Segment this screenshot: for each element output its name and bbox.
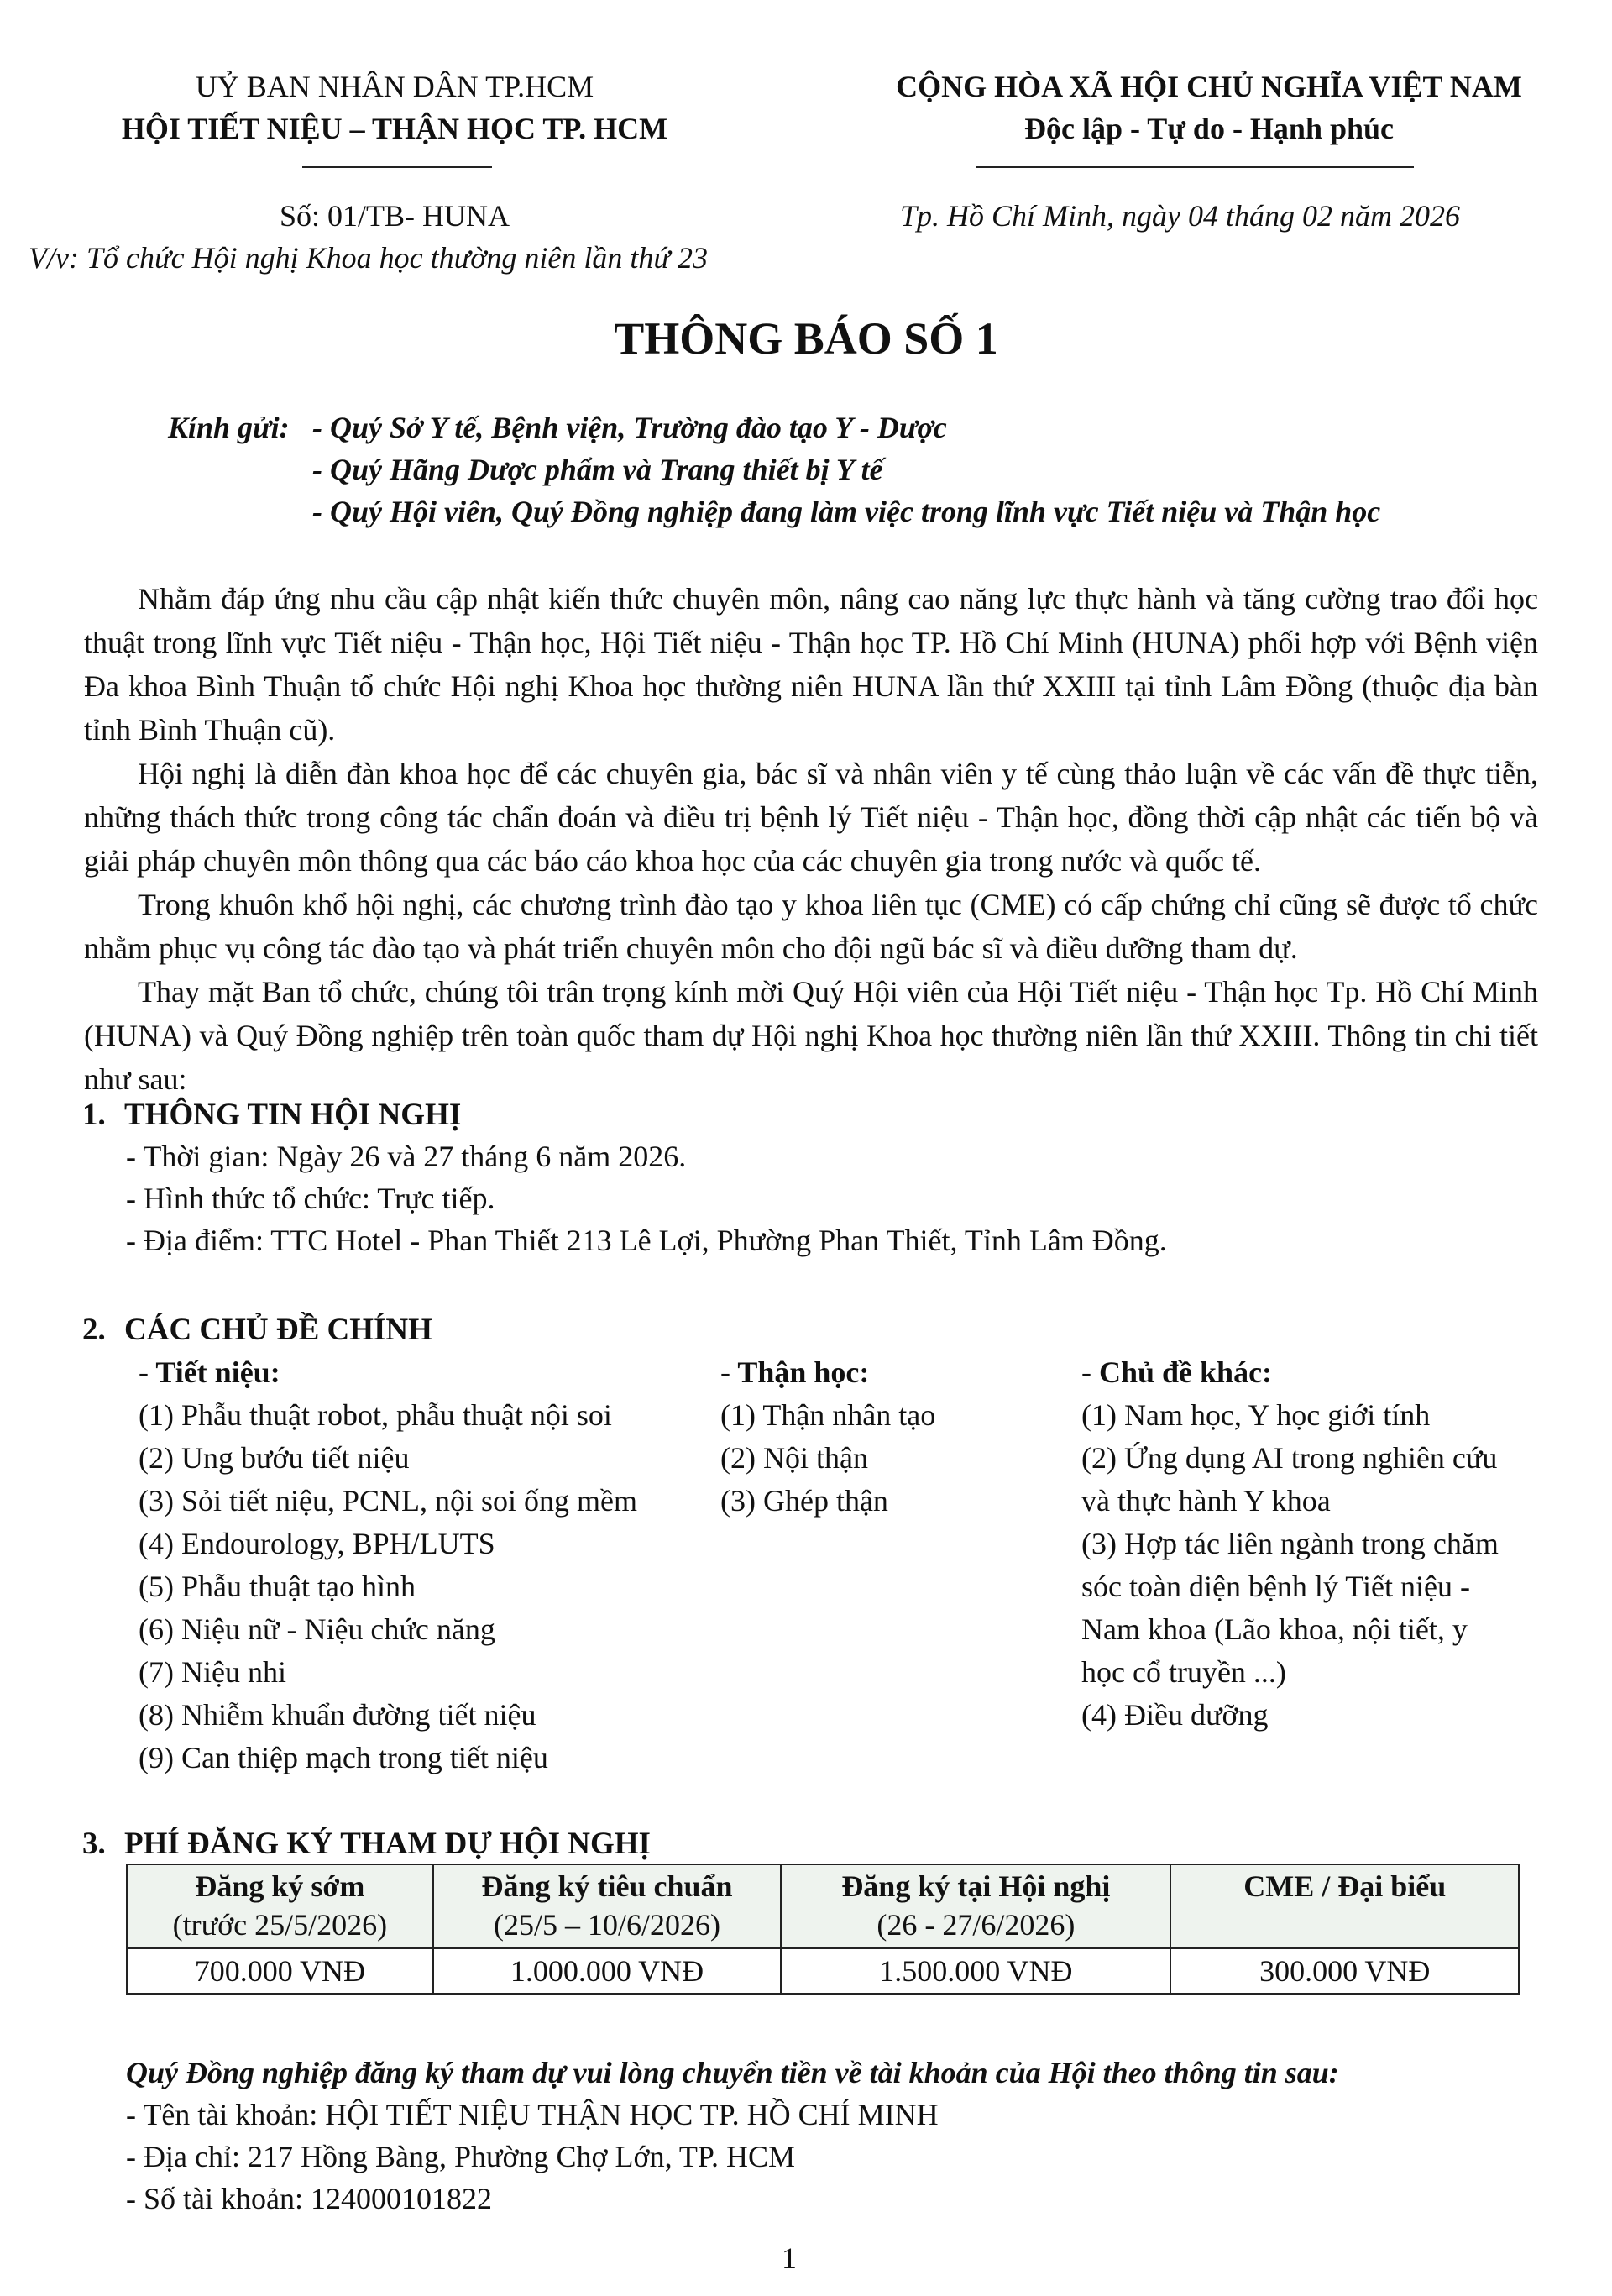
section1-number: 1. <box>82 1098 106 1132</box>
doc-date: Tp. Hồ Chí Minh, ngày 04 tháng 02 năm 2026 <box>900 199 1461 233</box>
topic-item: (7) Niệu nhi <box>139 1655 286 1689</box>
fee-header-cell <box>433 1864 782 1948</box>
fee-header-sub: (trước 25/5/2026) <box>172 1908 388 1942</box>
paragraph: Nhằm đáp ứng nhu cầu cập nhật kiến thức chuyên môn, nâng cao năng lực thực hành và tăng cường trao đổi học thuật trong lĩnh vực Tiết niệu - Thận học, Hội Tiết niệu - Thận học TP. Hồ Chí Minh (HUNA) phối hợp với Bệnh viện Đa khoa Bình Thuận tổ chức Hội nghị Khoa học thường niên HUNA lần thứ XXIII tại tỉnh Lâm Đồng (thuộc địa bàn tỉnh Bình Thuận cũ). <box>84 582 1538 747</box>
info-venue: - Địa điểm: TTC Hotel - Phan Thiết 213 Lê Lợi, Phường Phan Thiết, Tỉnh Lâm Đồng. <box>126 1224 1167 1257</box>
fee-value-cell: 700.000 VNĐ <box>127 1948 433 1994</box>
topic-item: (3) Ghép thận <box>720 1484 888 1518</box>
section1-title: THÔNG TIN HỘI NGHỊ <box>124 1098 462 1132</box>
topic-item: (4) Endourology, BPH/LUTS <box>139 1527 495 1560</box>
fee-header-sub: (25/5 – 10/6/2026) <box>494 1908 720 1942</box>
topic-item: (3) Sỏi tiết niệu, PCNL, nội soi ống mềm <box>139 1484 637 1518</box>
section2-number: 2. <box>82 1313 106 1347</box>
info-format: - Hình thức tổ chức: Trực tiếp. <box>126 1182 495 1215</box>
fee-table-header-row <box>127 1864 1519 1948</box>
topic-heading-other: - Chủ đề khác: <box>1081 1355 1273 1389</box>
fee-header-title: CME / Đại biểu <box>1243 1869 1447 1903</box>
topic-item: (6) Niệu nữ - Niệu chức năng <box>139 1612 495 1646</box>
header-left-divider <box>302 166 492 168</box>
topic-item: (5) Phẫu thuật tạo hình <box>139 1570 416 1603</box>
topic-item: và thực hành Y khoa <box>1081 1484 1331 1518</box>
recipient-item: - Quý Hãng Dược phẩm và Trang thiết bị Y tế <box>312 453 883 486</box>
country-name: CỘNG HÒA XÃ HỘI CHỦ NGHĨA VIỆT NAM <box>896 70 1522 103</box>
topic-item: (9) Can thiệp mạch trong tiết niệu <box>139 1741 548 1774</box>
topic-item: (8) Nhiễm khuẩn đường tiết niệu <box>139 1698 536 1732</box>
fee-value-cell: 1.500.000 VNĐ <box>781 1948 1170 1994</box>
topic-heading-nephrology: - Thận học: <box>720 1355 870 1389</box>
topic-item: (1) Phẫu thuật robot, phẫu thuật nội soi <box>139 1398 612 1432</box>
paragraph: Thay mặt Ban tổ chức, chúng tôi trân trọng kính mời Quý Hội viên của Hội Tiết niệu - Thận học Tp. Hồ Chí Minh (HUNA) và Quý Đồng nghiệp trên toàn quốc tham dự Hội nghị Khoa học thường niên lần thứ XXIII. Thông tin chi tiết như sau: <box>84 975 1538 1096</box>
country-motto: Độc lập - Tự do - Hạnh phúc <box>1023 112 1395 145</box>
paragraph: Trong khuôn khổ hội nghị, các chương trình đào tạo y khoa liên tục (CME) có cấp chứng chỉ cũng sẽ được tổ chức nhằm phục vụ công tác đào tạo và phát triển chuyên môn cho đội ngũ bác sĩ và điều dưỡng tham dự. <box>84 888 1538 965</box>
recipient-item: - Quý Sở Y tế, Bệnh viện, Trường đào tạo Y - Dược <box>312 411 947 444</box>
section3-number: 3. <box>82 1827 106 1861</box>
doc-number: Số: 01/TB- HUNA <box>279 199 510 233</box>
topic-heading-urology: - Tiết niệu: <box>139 1355 280 1389</box>
fee-header-title: Đăng ký tiêu chuẩn <box>481 1869 733 1903</box>
topic-item: (4) Điều dưỡng <box>1081 1698 1269 1732</box>
paragraph: Hội nghị là diễn đàn khoa học để các chuyên gia, bác sĩ và nhân viên y tế cùng thảo luận về các vấn đề thực tiễn, những thách thức trong công tác chẩn đoán và điều trị bệnh lý Tiết niệu - Thận học, đồng thời cập nhật các tiến bộ và giải pháp chuyên môn thông qua các báo cáo khoa học của các chuyên gia trong nước và quốc tế. <box>84 757 1538 878</box>
recipient-item: - Quý Hội viên, Quý Đồng nghiệp đang làm việc trong lĩnh vực Tiết niệu và Thận học <box>312 495 1381 528</box>
topic-item: (1) Thận nhân tạo <box>720 1398 936 1432</box>
topic-item: (1) Nam học, Y học giới tính <box>1081 1398 1431 1432</box>
header-right-divider <box>976 166 1414 168</box>
fee-value-cell: 1.000.000 VNĐ <box>433 1948 782 1994</box>
topic-item: (2) Ung bướu tiết niệu <box>139 1441 410 1475</box>
body-text <box>84 577 1538 1101</box>
fee-header-sub: (26 - 27/6/2026) <box>877 1908 1076 1942</box>
org-parent: UỶ BAN NHÂN DÂN TP.HCM <box>195 70 594 103</box>
topic-item: (3) Hợp tác liên ngành trong chăm <box>1081 1527 1499 1560</box>
payment-account-name: - Tên tài khoản: HỘI TIẾT NIỆU THẬN HỌC TP. HỒ CHÍ MINH <box>126 2098 939 2131</box>
fee-table <box>126 1864 1520 1995</box>
payment-account-number: - Số tài khoản: 124000101822 <box>126 2182 492 2215</box>
fee-table-value-row <box>127 1948 1519 1994</box>
topic-item: (2) Ứng dụng AI trong nghiên cứu <box>1081 1441 1498 1475</box>
section2-title: CÁC CHỦ ĐỀ CHÍNH <box>124 1313 432 1347</box>
page-title: THÔNG BÁO SỐ 1 <box>614 313 998 364</box>
fee-header-cell <box>781 1864 1170 1948</box>
org-name: HỘI TIẾT NIỆU – THẬN HỌC TP. HCM <box>121 112 668 145</box>
fee-value-cell: 300.000 VNĐ <box>1170 1948 1519 1994</box>
fee-header-cell <box>1170 1864 1519 1948</box>
topic-item: sóc toàn diện bệnh lý Tiết niệu - <box>1081 1570 1470 1603</box>
fee-header-title: Đăng ký tại Hội nghị <box>841 1869 1111 1903</box>
recipients-label: Kính gửi: <box>168 411 290 444</box>
fee-header-title: Đăng ký sớm <box>195 1869 365 1903</box>
payment-intro: Quý Đồng nghiệp đăng ký tham dự vui lòng chuyển tiền về tài khoản của Hội theo thông tin sau: <box>126 2056 1339 2089</box>
doc-subject: V/v: Tổ chức Hội nghị Khoa học thường niên lần thứ 23 <box>29 241 709 275</box>
payment-address: - Địa chỉ: 217 Hồng Bàng, Phường Chợ Lớn, TP. HCM <box>126 2140 795 2173</box>
section3-title: PHÍ ĐĂNG KÝ THAM DỰ HỘI NGHỊ <box>124 1827 651 1861</box>
topic-item: (2) Nội thận <box>720 1441 868 1475</box>
topic-item: Nam khoa (Lão khoa, nội tiết, y <box>1081 1612 1468 1646</box>
info-time: - Thời gian: Ngày 26 và 27 tháng 6 năm 2026. <box>126 1140 687 1173</box>
fee-header-cell <box>127 1864 433 1948</box>
topic-item: học cổ truyền ...) <box>1081 1655 1286 1689</box>
page-number: 1 <box>782 2241 797 2275</box>
